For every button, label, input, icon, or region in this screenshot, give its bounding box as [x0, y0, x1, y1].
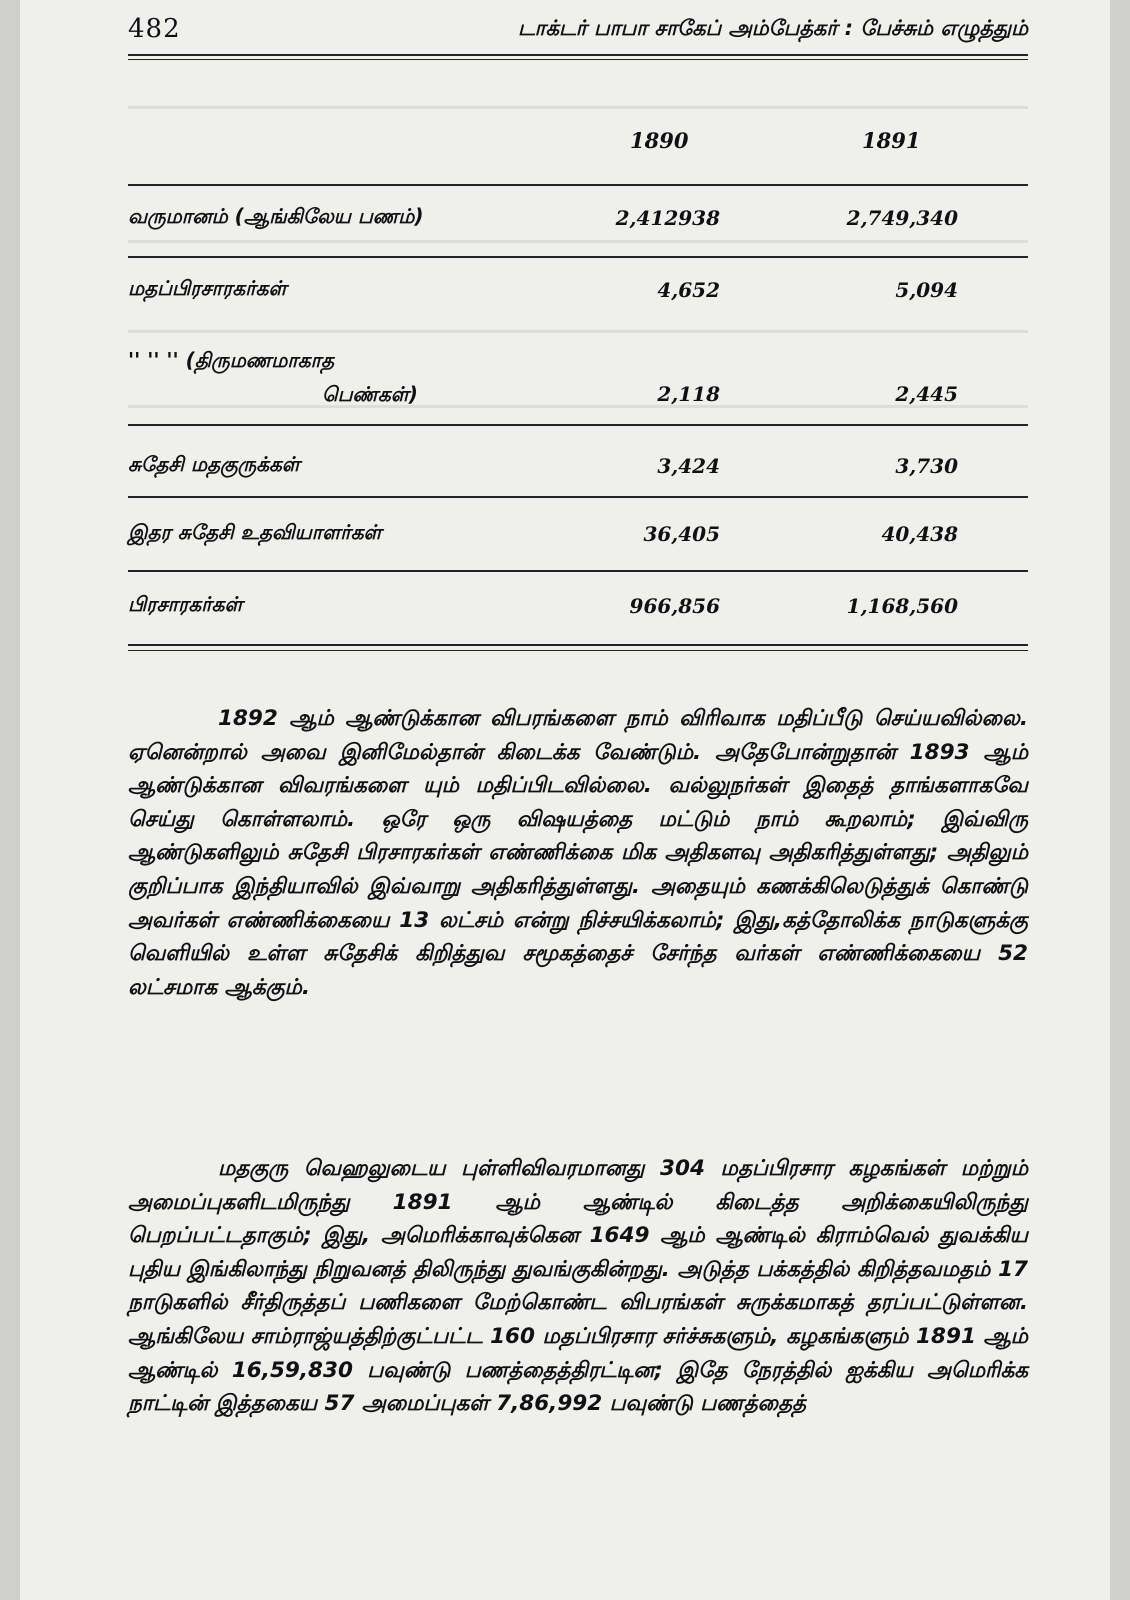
row-label-income: வருமானம் (ஆங்கிலேய பணம்) [128, 204, 424, 228]
bleed-through [128, 330, 1028, 333]
table-rule [128, 184, 1028, 186]
row-label-native-clergy: சுதேசி மதகுருக்கள் [128, 452, 300, 476]
row-label-missionaries: மதப்பிரசாரகர்கள் [128, 276, 287, 300]
page-number: 482 [128, 14, 181, 44]
page-header [128, 14, 1028, 44]
body-paragraph-1: 1892 ஆம் ஆண்டுக்கான விபரங்களை நாம் விரிவாக மதிப்பீடு செய்யவில்லை. ஏனென்றால் அவை இனிமேல்தான் கிடைக்க வேண்டும். அதேபோன்றுதான் 1893 ஆம் ஆண்டுக்கான விவரங்களை யும் மதிப்பிடவில்லை. வல்லுநர்கள் இதைத் தாங்களாகவே செய்து கொள்ளலாம். ஒரே ஒரு விஷயத்தை மட்டும் நாம் கூறலாம்; இவ்விரு ஆண்டுகளிலும் சுதேசி பிரசாரகர்கள் எண்ணிக்கை மிக அதிகளவு அதிகரித்துள்ளது; அதிலும் குறிப்பாக இந்தியாவில் இவ்வாறு அதிகரித்துள்ளது. அதையும் கணக்கிலெடுத்துக் கொண்டு அவர்கள் எண்ணிக்கையை 13 லட்சம் என்று நிச்சயிக்கலாம்; இது,கத்தோலிக்க நாடுகளுக்கு வெளியில் உள்ள சுதேசிக் கிறித்துவ சமூகத்தைச் சேர்ந்த வர்கள் எண்ணிக்கையை 52 லட்சமாக ஆக்கும். [128, 706, 1028, 1000]
row-label-unmarried-women: '' '' '' (திருமணமாகாத [128, 348, 335, 372]
table-rule [128, 424, 1028, 426]
table-rule [128, 570, 1028, 572]
header-rule-thin [128, 59, 1028, 60]
column-header-1890: 1890 [630, 128, 689, 153]
cell-unmarried-women-1891: 2,445 [895, 382, 958, 406]
cell-missionaries-1891: 5,094 [895, 278, 958, 302]
row-label-communicants: பிரசாரகர்கள் [128, 592, 243, 616]
page-edge-left [0, 0, 20, 1600]
cell-native-clergy-1891: 3,730 [895, 454, 958, 478]
cell-income-1891: 2,749,340 [846, 206, 958, 230]
cell-native-clergy-1890: 3,424 [657, 454, 720, 478]
cell-unmarried-women-1890: 2,118 [657, 382, 720, 406]
cell-native-helpers-1890: 36,405 [643, 522, 720, 546]
cell-communicants-1891: 1,168,560 [846, 594, 958, 618]
table-rule [128, 256, 1028, 258]
bleed-through [128, 405, 1028, 408]
table-rule-thin [128, 650, 1028, 651]
table-rule [128, 496, 1028, 498]
bleed-through [128, 240, 1028, 243]
cell-communicants-1890: 966,856 [629, 594, 720, 618]
page-edge-right [1110, 0, 1130, 1600]
column-header-1891: 1891 [862, 128, 921, 153]
bleed-through [128, 106, 1028, 109]
running-title: டாக்டர் பாபா சாகேப் அம்பேத்கர் : பேச்சும் எழுத்தும் [517, 16, 1028, 40]
row-label-native-helpers: இதர சுதேசி உதவியாளர்கள் [128, 520, 382, 544]
cell-income-1890: 2,412938 [615, 206, 720, 230]
row-label-unmarried-women-cont: பெண்கள்) [322, 382, 418, 406]
body-paragraph-2: மதகுரு வெஹலுடைய புள்ளிவிவரமானது 304 மதப்பிரசார கழகங்கள் மற்றும் அமைப்புகளிடமிருந்து 1891 ஆம் ஆண்டில் கிடைத்த அறிக்கையிலிருந்து பெறப்பட்டதாகும்; இது, அமெரிக்காவுக்கென 1649 ஆம் ஆண்டில் கிராம்வெல் துவக்கிய புதிய இங்கிலாந்து நிறுவனத் திலிருந்து துவங்குகின்றது. அடுத்த பக்கத்தில் கிறித்தவமதம் 17 நாடுகளில் சீர்திருத்தப் பணிகளை மேற்கொண்ட விபரங்கள் சுருக்கமாகத் தரப்பட்டுள்ளன. ஆங்கிலேய சாம்ராஜ்யத்திற்குட்பட்ட 160 மதப்பிரசார சர்ச்சுகளும், கழகங்களும் 1891 ஆம் ஆண்டில் 16,59,830 பவுண்டு பணத்தைத்திரட்டின; இதே நேரத்தில் ஐக்கிய அமெரிக்க நாட்டின் இத்தகைய 57 அமைப்புகள் 7,86,992 பவுண்டு பணத்தைத் [128, 1156, 1028, 1417]
cell-missionaries-1890: 4,652 [657, 278, 720, 302]
table-rule [128, 644, 1028, 646]
header-rule [128, 54, 1028, 56]
cell-native-helpers-1891: 40,438 [881, 522, 958, 546]
